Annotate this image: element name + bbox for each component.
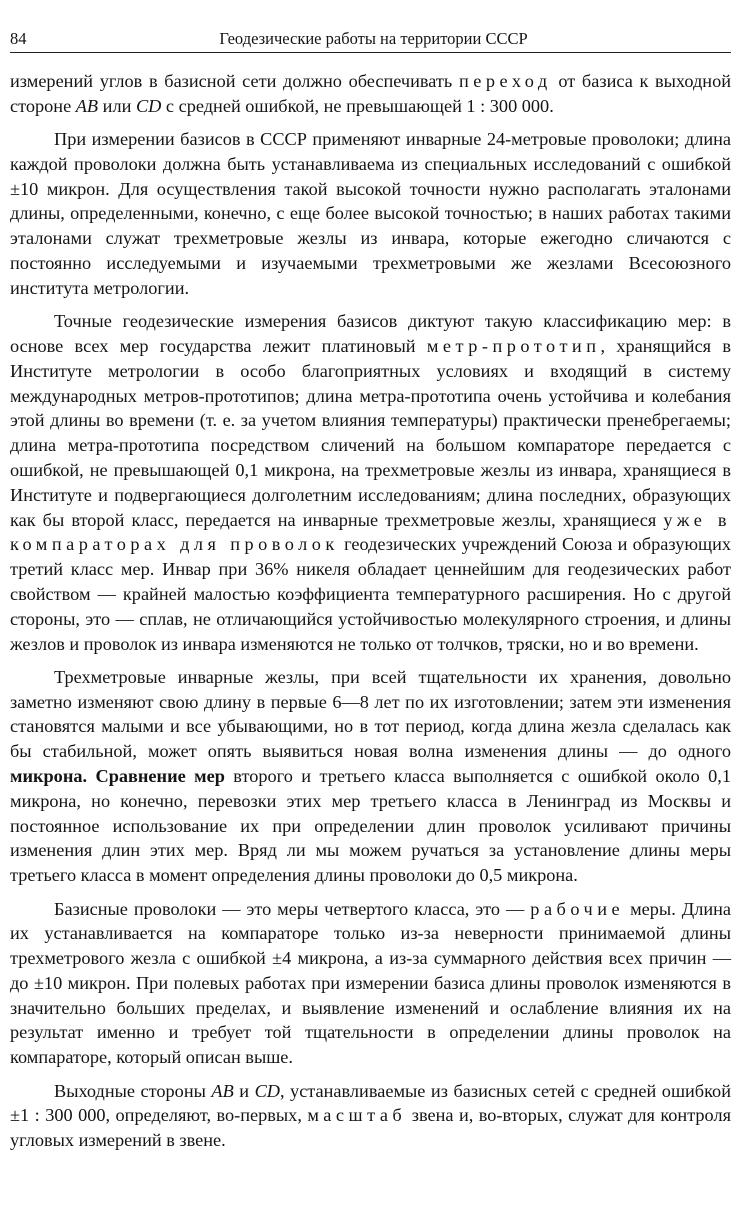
text-run: второго и третьего класса выполняется с ошибкой около 0,1 микрона, но конечно, перевозки этих мер третьего класса в Ленинград из Москвы и постоянное использование их при определении длин проволок усиливают причины изменения длин этих мер. Вряд ли мы можем ручаться за установление длины меры третьего класса в момент определения длины проволоки до 0,5 микрона. (10, 766, 731, 886)
spaced-term: уже в компараторах для проволок (10, 509, 732, 555)
text-run: геодезических учреждений Союза и образующих третий класс мер. Инвар при 36% никеля обладает ценнейшим для геодезических работ свойством — крайней малостью коэффициента температурного расширения. Но с другой стороны, это — сплав, не отличающийся устойчивостью молекулярного строения, и длины жезлов и проволок из инвара изменяются не только от толчков, тряски, но и во времени. (10, 534, 731, 654)
text-run: Выходные стороны (54, 1080, 212, 1101)
bold-term: микрона. Сравнение мер (10, 766, 225, 787)
italic-term: CD (135, 95, 162, 116)
text-run: или (98, 95, 136, 116)
italic-term: CD (254, 1080, 280, 1101)
spaced-term: рабочие (530, 898, 625, 919)
page-number: 84 (10, 29, 27, 48)
paragraph-3 (10, 309, 731, 656)
paragraph-6 (10, 1079, 731, 1153)
text-run: меры. Длина их устанавливается на компараторе только из-за неверности принимаемой длины трехметрового жезла с ошибкой ±4 микрона, а из-за суммарного действия всех причин — до ±10 микрон. При полевых работах при измерении базиса длины проволок изменяются в значительно больших пределах, и выявление изменений и ослабление влияния их на результат именно и требует той тщательности в определении длины проволок на компараторе, который описан выше. (10, 898, 732, 1068)
body-text (10, 69, 731, 1153)
text-run: звена и, во-вторых, служат для контроля угловых измерений в звене. (10, 1105, 731, 1151)
italic-term: AB (75, 95, 99, 116)
text-run: При измерении базисов в СССР применяют инварные 24-метровые проволоки; длина каждой проволоки должна быть устанавливаема из специальных исследований с ошибкой ±10 микрон. Для осуществления такой высокой точности нужно располагать эталонами длины, определенными, конечно, с еще более высокой точностью; в наших работах такими эталонами служат трехметровые жезлы из инвара, которые ежегодно сличаются с постоянно исследуемыми и изучаемыми трехметровыми же жезлами Всесоюзного института метрологии. (10, 129, 731, 298)
text-run: Трехметровые инварные жезлы, при всей тщательности их хранения, довольно заметно изменяют свою длину в первые 6—8 лет по их изготовлении; затем эти изменения становятся малыми и все убывающими, но в тот период, когда длина жезла сделалась как бы стабильной, может опять выявиться новая волна изменения длины — до одного (10, 666, 731, 762)
text-run: , хранящийся в Институте метрологии в особо благоприятных условиях и входящий в систему международных метров-прототипов; длина метра-прототипа очень устойчива и колебания этой длины во времени (т. е. за учетом влияния температуры) практически пренебрегаемы; длина метра-прототипа посредством сличений на большом компараторе передается с ошибкой, не превышающей 0,1 микрона, на трехметровые жезлы из инвара, хранящиеся в Институте и подвергающиеся долголетним исследованиям; длина последних, образующих как бы второй класс, передается на инварные трехметровые жезлы, хранящиеся (10, 335, 731, 530)
text-run: измерений углов в базисной сети должно обеспечивать (10, 71, 459, 91)
paragraph-4 (10, 665, 731, 888)
text-run: с средней ошибкой, не превышающей 1 : 300 000. (161, 95, 554, 116)
paragraph-2 (10, 127, 731, 301)
spaced-term: переход (458, 71, 552, 91)
running-head (10, 26, 731, 53)
spaced-term: масштаб (307, 1105, 407, 1126)
text-run: , устанавливаемые из базисных сетей с средней ошибкой ±1 : 300 000, определяют, во-первых, (10, 1080, 731, 1126)
paragraph-1 (10, 69, 731, 119)
paragraph-5 (10, 897, 731, 1071)
text-run: Точные геодезические измерения базисов диктуют такую классификацию мер: в основе всех мер государства лежит платиновый (10, 311, 731, 356)
text-run: и (233, 1080, 255, 1101)
running-title: Геодезические работы на территории СССР (219, 29, 528, 48)
text-run: от базиса к выходной стороне (10, 71, 731, 116)
text-run: Базисные проволоки — это меры четвертого класса, это — (54, 898, 531, 919)
italic-term: AB (211, 1080, 234, 1101)
spaced-term: метр-прототип (426, 335, 601, 356)
